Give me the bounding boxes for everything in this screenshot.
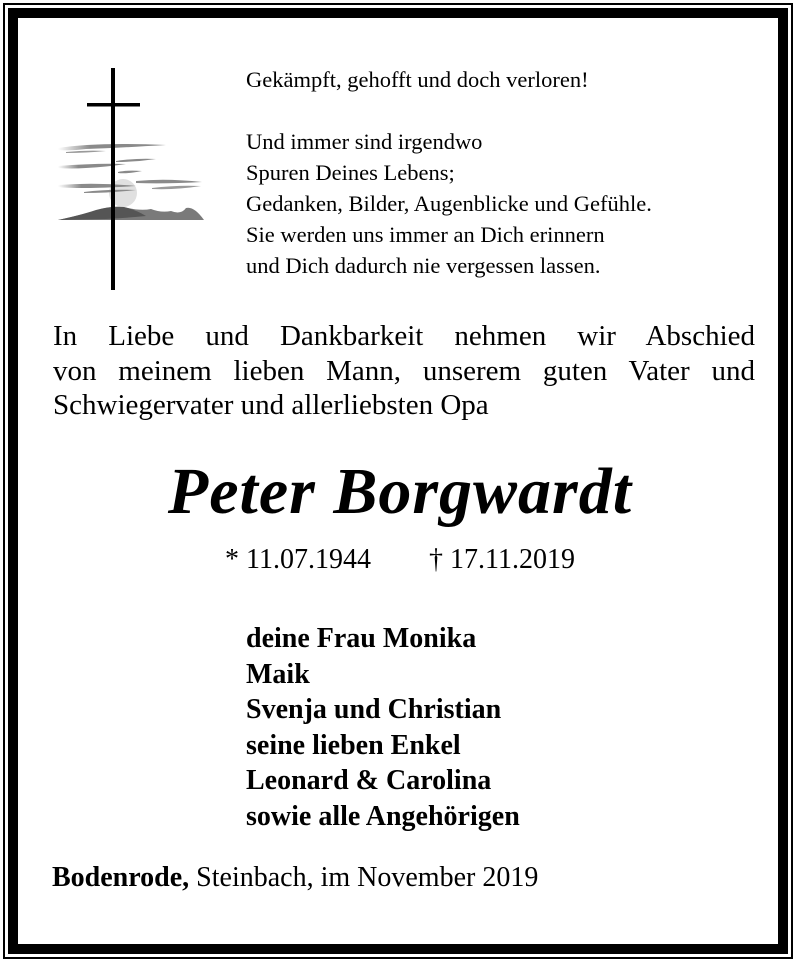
poem-line: Gedanken, Bilder, Augenblicke und Gefühle. — [246, 191, 652, 216]
mourner: Maik — [246, 658, 310, 690]
intro-line: In Liebe und Dankbarkeit nehmen wir Abschied — [53, 320, 755, 352]
place-and-date — [52, 860, 752, 896]
mourner: Svenja und Christian — [246, 694, 502, 725]
cross-with-sunset-icon — [56, 68, 206, 290]
intro-line: Schwiegervater und allerliebsten Opa — [53, 389, 489, 421]
poem-stanza-gap — [246, 95, 766, 126]
mourner: sowie alle Angehörigen — [246, 800, 520, 832]
farewell-intro — [53, 319, 755, 423]
death-cross-icon: † — [429, 544, 443, 575]
poem — [246, 64, 766, 281]
intro-line: von meinem lieben Mann, unserem guten Vater und — [53, 354, 755, 387]
poem-line: Sie werden uns immer an Dich erinnern — [246, 222, 605, 247]
mourner: seine lieben Enkel — [246, 729, 461, 761]
poem-title-line: Gekämpft, gehofft und doch verloren! — [246, 67, 589, 92]
life-dates — [0, 542, 800, 578]
deceased-name: Peter Borgwardt — [167, 455, 633, 528]
mourner: deine Frau Monika — [246, 623, 477, 654]
poem-line: Und immer sind irgendwo — [246, 129, 483, 154]
birth-date: 11.07.1944 — [246, 544, 371, 575]
mourner: Leonard & Carolina — [246, 765, 492, 796]
place-rest: Steinbach, im November 2019 — [189, 862, 539, 893]
poem-line: Spuren Deines Lebens; — [246, 160, 455, 185]
mourners-list — [246, 621, 746, 834]
birth-star-icon: * — [225, 544, 240, 575]
death-date: 17.11.2019 — [450, 544, 575, 575]
place-bold: Bodenrode, — [52, 862, 190, 893]
poem-line: und Dich dadurch nie vergessen lassen. — [246, 253, 601, 278]
